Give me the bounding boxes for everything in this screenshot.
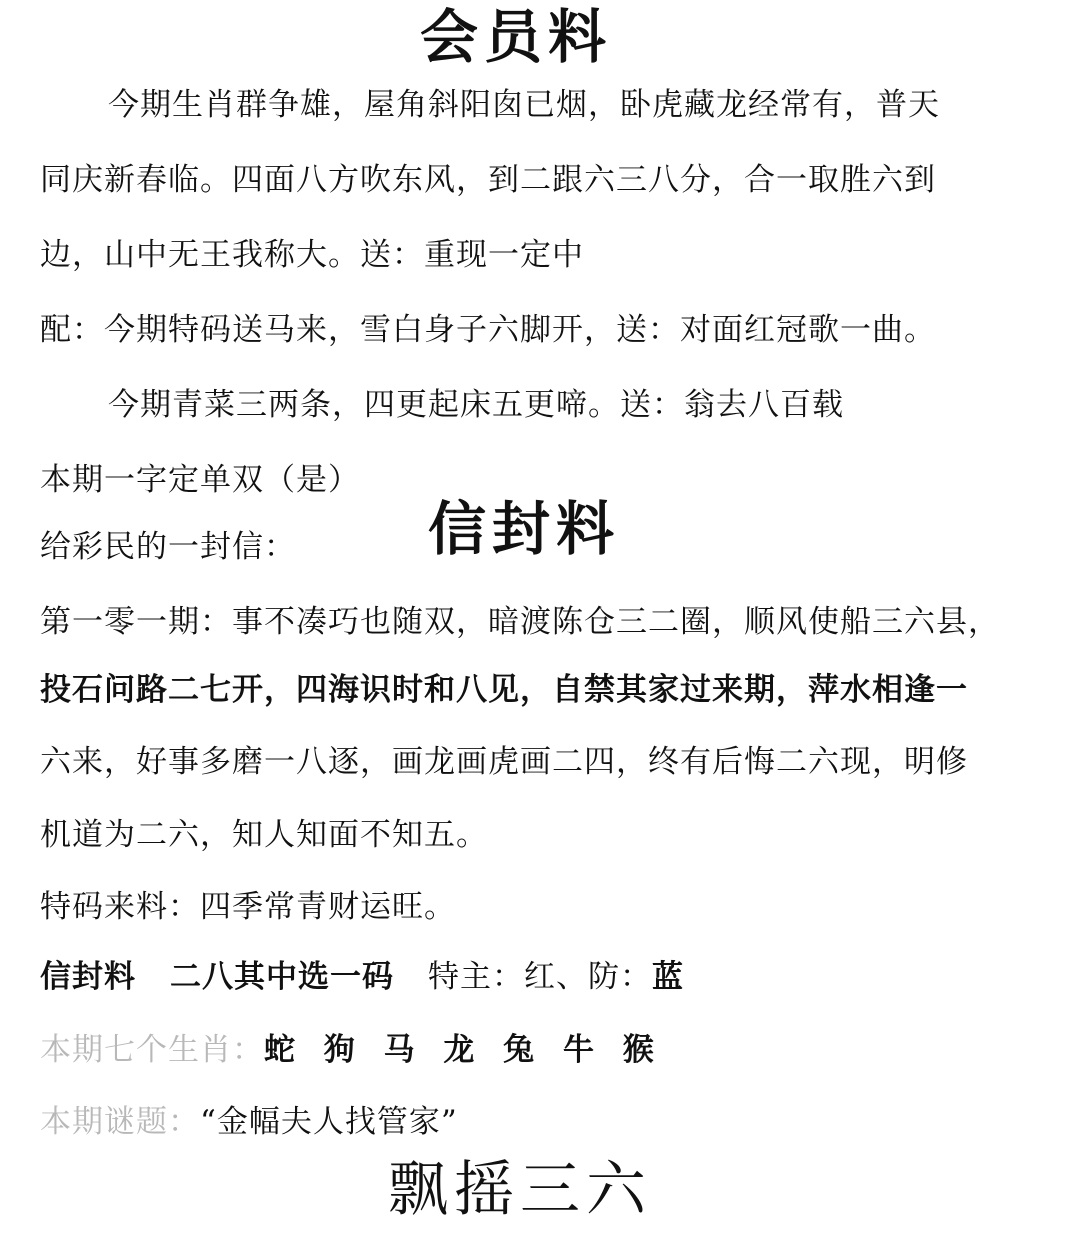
letter-line: 给彩民的一封信：	[40, 529, 296, 565]
veg-line: 今期青菜三两条，四更起床五更啼。送：翁去八百载	[108, 387, 844, 423]
envelope-line-2: 投石问路二七开，四海识时和八见，自禁其家过来期，萍水相逢一	[40, 672, 968, 708]
main-value: 红、	[524, 959, 588, 995]
pair-line: 配：今期特码送马来，雪白身子六脚开，送：对面红冠歌一曲。	[40, 312, 936, 348]
guard-value: 蓝	[652, 959, 684, 995]
riddle-value: “金幅夫人找管家”	[200, 1104, 458, 1140]
envelope-heading: 信封料	[428, 495, 621, 563]
footer-heading: 飘摇三六	[388, 1155, 652, 1225]
envelope-line-1: 第一零一期：事不凑巧也随双，暗渡陈仓三二圈，顺风使船三六县，	[40, 604, 1000, 640]
pick-line	[40, 960, 684, 996]
odd-even-line: 本期一字定单双（是）	[40, 462, 360, 498]
pick-value: 二八其中选一码	[170, 959, 394, 995]
zodiac-value: 蛇 狗 马 龙 兔 牛 猴	[264, 1032, 663, 1068]
poem-line-1: 今期生肖群争雄，屋角斜阳囱已烟，卧虎藏龙经常有，普天	[108, 87, 940, 123]
member-heading: 会员料	[420, 3, 613, 71]
riddle-line	[40, 1105, 458, 1141]
envelope-line-4: 机道为二六，知人知面不知五。	[40, 817, 488, 853]
special-code-line: 特码来料：四季常青财运旺。	[40, 889, 456, 925]
envelope-line-3: 六来，好事多磨一八逐，画龙画虎画二四，终有后悔二六现，明修	[40, 744, 968, 780]
guard-label: 防：	[588, 959, 652, 995]
pick-label: 信封料	[40, 959, 136, 995]
zodiac-label: 本期七个生肖：	[40, 1032, 264, 1068]
riddle-label: 本期谜题：	[40, 1104, 200, 1140]
poem-line-2: 同庆新春临。四面八方吹东风，到二跟六三八分，合一取胜六到	[40, 162, 936, 198]
main-label: 特主：	[428, 959, 524, 995]
poem-line-3: 边，山中无王我称大。送：重现一定中	[40, 237, 584, 273]
zodiac-line	[40, 1033, 663, 1069]
